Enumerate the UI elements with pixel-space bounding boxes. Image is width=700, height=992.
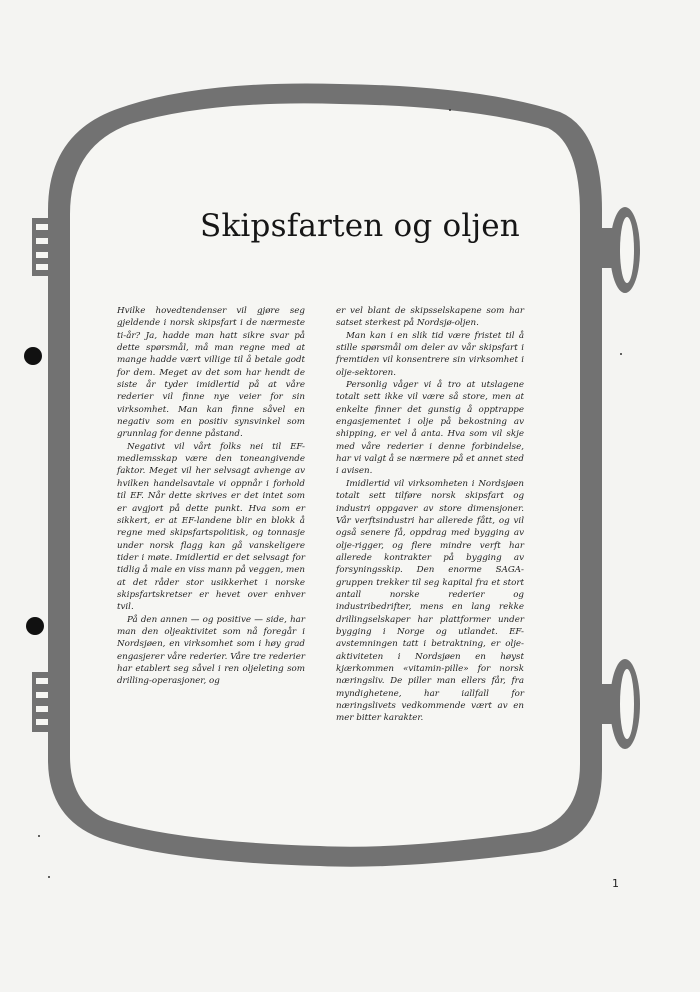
print-speck (38, 835, 40, 837)
paragraph: Man kan i en slik tid være fristet til å stille spørsmål om deler av vår skipsfart i fremtiden vil konsentrere sin virksomhet i olje-sektoren. (336, 330, 524, 378)
paragraph: Negativt vil vårt folks nei til EF-medlemsskap være den toneangivende faktor. Meget vil her selvsagt avhenge av hvilken handelsavtale vi oppnår i forhold til EF. Når dette skrives er det intet som er avgjort på dette punkt. Hva som er sikkert, er at EF-landene blir en blokk å regne med skipsfartspolitisk, og tonnasje under norsk flagg kan gå vanskeligere tider i møte. Imidlertid er det selvsagt for tidlig å male en viss mann på veggen, men at det råder stor usikkerhet i norske skipsfartskretser er hevet over enhver tvil. (117, 441, 305, 613)
article-column-left (117, 305, 305, 688)
print-speck (449, 109, 451, 111)
paragraph: Imidlertid vil virksomheten i Nordsjøen totalt sett tilføre norsk skipsfart og industri oppgaver av store dimensjoner. Vår verftsindustri har allerede fått, og vil også senere få, oppdrag med bygging av olje-rigger, og flere mindre verft har allerede kontrakter på bygging av forsyningsskip. Den enorme SAGA-gruppen trekker til seg kapital fra et stort antall norske rederier og industribedrifter, mens en lang rekke drillingselskaper har plattformer under bygging i Norge og utlandet. EF-avstemningen tatt i betraktning, er olje-aktiviteten i Nordsjøen en høyst kjærkommen «vitamin-pille» for norsk næringsliv. De piller man ellers får, fra myndighetene, har iallfall for næringslivets vedkommende vært av en mer bitter karakter. (336, 478, 524, 724)
page-number: 1 (612, 877, 619, 890)
hinge-icon (32, 218, 50, 276)
paragraph: Personlig våger vi å tro at utslagene totalt sett ikke vil være så store, men at enkelte finner det gunstig å opptrappe engasjementet i olje på bekostning av shipping, er vel å anta. Hva som vil skje med våre rederier i denne forbindelse, har vi valgt å se nærmere på et annet sted i avisen. (336, 380, 524, 477)
paragraph: er vel blant de skipsselskapene som har satset sterkest på Nordsjø-oljen. (336, 306, 524, 329)
paragraph: Hvilke hovedtendenser vil gjøre seg gjeldende i norsk skipsfart i de nærmeste ti-år? Ja, hadde man hatt sikre svar på dette spørsmål, må man regne med at mange hadde vært villige til å betale godt for dem. Meget av det som har hendt de siste år tyder imidlertid på at våre rederier vil finne nye veier for sin virksomhet. Man kan finne såvel en negativ som en positiv synsvinkel som grunnlag for denne påstand. (117, 306, 305, 440)
article-column-right (336, 305, 524, 725)
print-speck (620, 353, 622, 355)
page-title: Skipsfarten og oljen (200, 208, 520, 244)
paragraph: På den annen — og positive — side, har man den oljeaktivitet som nå foregår i Nordsjøen, en virksomhet som i høy grad engasjerer våre rederier. Våre tre rederier har etablert seg såvel i ren oljeleting som drilling-operasjoner, og (117, 614, 305, 687)
punch-hole (26, 617, 44, 635)
print-speck (48, 876, 50, 878)
hinge-icon (32, 672, 50, 732)
porthole-handle-icon (600, 659, 640, 749)
punch-hole (24, 347, 42, 365)
